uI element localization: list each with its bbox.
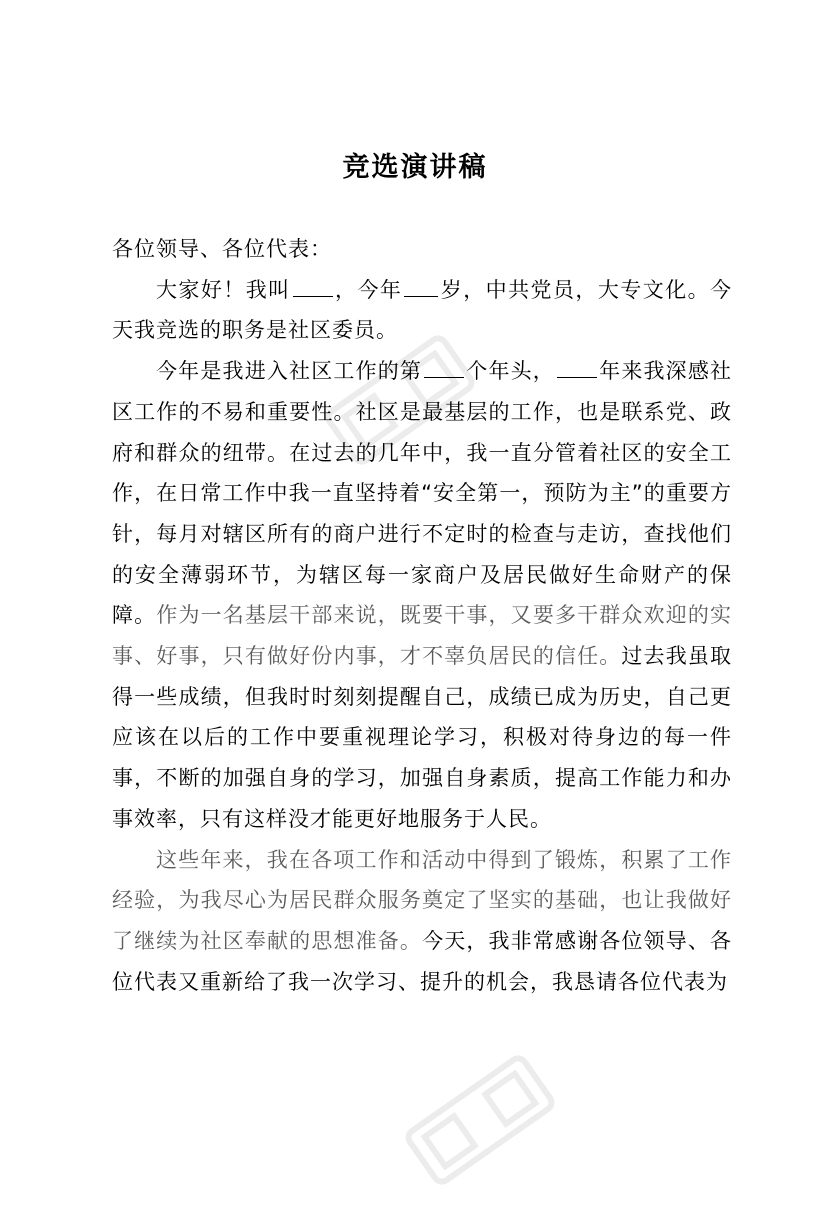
closing-text-a: 这些年来，我在各项工作和活动中得到了锻炼，积累了工作经验，为我尽心为居民群众服务奠定了坚实的基础，也让我做好了继续为社区奉献的思想准备。: [112, 847, 732, 953]
work-text-e: 过去我虽取得一些成绩，但我时时刻刻提醒自己，成绩已成为历史，自己更应该在以后的工作中要重视理论学习，积极对待身边的每一件事，不断的加强自身的学习，加强自身素质，提高工作能力和办事效率，只有这样没才能更好地服务于人民。: [112, 644, 732, 831]
intro-text-a: 大家好！我叫: [156, 277, 291, 302]
years-blank-2: [557, 356, 597, 378]
age-blank: [404, 275, 438, 297]
closing-text-b: 今天，我非常感谢各位领导、各位代表又重新给了我一次学习、提升的机会，我恳请各位代表为: [112, 928, 733, 994]
paragraph-work: [112, 351, 732, 839]
document-title: 竞选演讲稿: [342, 152, 488, 183]
work-text-a: 今年是我进入社区工作的第: [156, 359, 423, 384]
salutation: 各位领导、各位代表：: [112, 237, 332, 261]
name-blank: [293, 275, 333, 297]
intro-text-c: 岁，中共党员，大专文化。今天我竞选的职务是社区委员。: [112, 277, 733, 343]
years-blank: [424, 356, 464, 378]
intro-text-b: ，今年: [334, 277, 403, 302]
document-body: [112, 229, 732, 1002]
paragraph-intro: [112, 270, 732, 351]
work-text-c: 年来我深感社区工作的不易和重要性。社区是最基层的工作，也是联系党、政府和群众的纽带。在过去的几年中，我一直分管着社区的安全工作，在日常工作中我一直坚持着“安全第一，预防为主”的重要方针，每月对辖区所有的商户进行不定时的检查与走访，查找他们的安全薄弱环节，为辖区每一家商户及居民做好生命财产的保障。: [112, 359, 733, 628]
work-text-b: 个年头，: [466, 359, 555, 384]
work-text-d: 作为一名基层干部来说，既要干事，又要多干群众欢迎的实事、好事，只有做好份内事，才不辜负居民的信任。: [112, 603, 732, 669]
watermark-logo-bottom: [380, 1020, 580, 1220]
paragraph-closing: [112, 840, 732, 1003]
